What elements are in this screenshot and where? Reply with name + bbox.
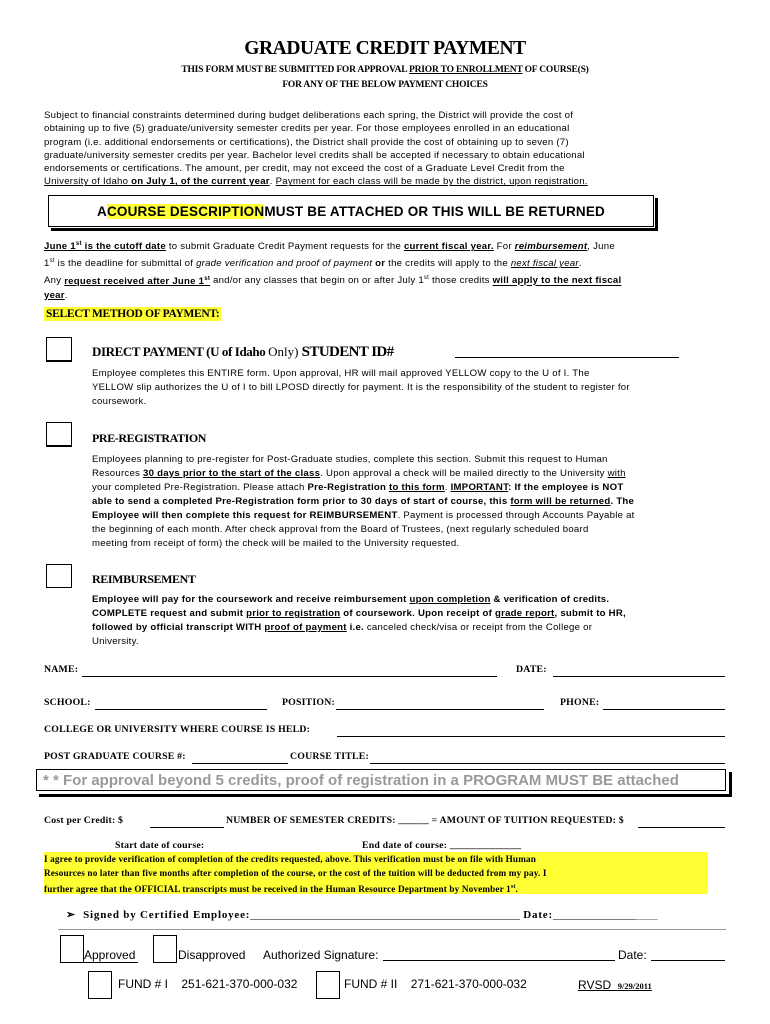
rvsd-label: RVSD (578, 978, 612, 992)
approved-label: Approved (84, 948, 136, 962)
deadline-text: For (493, 241, 515, 253)
prereg-line: meeting from receipt of form) the check will be mailed to the University requested. (92, 538, 460, 549)
agree-line: Resources no later than five months after completion of the course, or the cost of the tuition will be deducted from my pay. I (44, 868, 547, 878)
direct-line: Employee completes this ENTIRE form. Upon approval, HR will mail approved YELLOW copy to the U of I. The (92, 368, 590, 379)
deadline-text: 1 (44, 258, 50, 270)
name-row (44, 664, 78, 675)
prereg-bold: Pre-Registration (307, 482, 390, 493)
subtitle-line-2: FOR ANY OF THE BELOW PAYMENT CHOICES (282, 80, 488, 90)
reimb-text: Employee will pay for the coursework and receive reimbursement (92, 594, 410, 605)
signed-date-label: Date: (519, 909, 553, 921)
intro-line: endorsements or certifications. The amount, per credit, may not exceed the cost of a Graduate Level Credit from the (44, 163, 565, 175)
agree-text: . (515, 884, 518, 895)
prereg-text: Resources (92, 468, 144, 479)
school-row (44, 697, 91, 708)
to-this-form: to this form (389, 482, 445, 493)
reimbursement-word: reimbursement (514, 241, 588, 253)
postgrad-row (44, 751, 186, 762)
pre-registration-heading: PRE-REGISTRATION (92, 431, 207, 445)
date-tail: ____ (635, 909, 658, 921)
deadline-text: Any (44, 275, 65, 287)
intro-line: program (i.e. additional endorsements or certifications), the District shall provide the cost of obtaining up to seven (7) (44, 136, 569, 148)
apply-next-fiscal: will apply to the next fiscal (492, 275, 622, 287)
tuition-field[interactable] (638, 817, 725, 828)
fund-1-label: FUND # I (118, 977, 169, 991)
with-word: with (607, 468, 626, 479)
intro-line (44, 175, 734, 188)
direct-payment-heading (92, 344, 394, 361)
agreement-text (44, 852, 734, 896)
intro-line: Subject to financial constraints determined during budget deliberations each spring, the District will provide the cost of (44, 110, 574, 121)
deadline-text: and/or any classes that begin on or after July 1 (210, 275, 424, 287)
credits-label: NUMBER OF SEMESTER CREDITS: (226, 815, 399, 826)
reimb-line: University. (92, 636, 139, 647)
subtitle-text: THIS FORM MUST BE SUBMITTED FOR APPROVAL (181, 65, 410, 75)
phone-label: PHONE: (560, 697, 600, 708)
student-id-field[interactable] (455, 347, 679, 358)
intro-line: graduate/university semester credits per year. Bachelor level credits shall be accepted if necessary to obtain educational (44, 149, 585, 161)
prereg-line (92, 467, 732, 481)
school-field[interactable] (95, 699, 267, 710)
upon-completion: upon completion (409, 594, 491, 605)
reimb-line (92, 621, 732, 635)
divider (58, 929, 726, 930)
fund-2-label: FUND # II (344, 977, 398, 991)
tuition-label: = AMOUNT OF TUITION REQUESTED: $ (428, 815, 624, 826)
current-fiscal-year: current fiscal year. (403, 241, 494, 253)
signature-field[interactable]: _________________________________________________ (250, 909, 520, 921)
reimb-bold: followed by official transcript WITH (92, 622, 265, 633)
deadline-text: . (64, 289, 68, 301)
phone-field[interactable] (603, 699, 725, 710)
course-title-field[interactable] (370, 753, 725, 764)
reimb-text: canceled check/visa or receipt from the College or (363, 622, 593, 633)
reimbursement-checkbox[interactable] (46, 564, 72, 588)
fund-1-number: 251-621-370-000-032 (181, 977, 298, 991)
direct-heading-a: DIRECT PAYMENT (U of Idaho (92, 344, 269, 359)
prereg-bold: Employee will then complete this request for REIMBURSEMENT (92, 510, 398, 521)
direct-payment-checkbox[interactable] (46, 337, 72, 362)
deadline-text: . (578, 258, 582, 270)
deadline-text: the credits will apply to the (385, 258, 511, 270)
prereg-bold: : If the employee is NOT (508, 482, 624, 493)
course-description-banner (48, 195, 654, 227)
thirty-days: 30 days prior to the start of the class (143, 468, 321, 479)
direct-payment-text (92, 367, 732, 409)
reimbursement-heading: REIMBURSEMENT (92, 572, 196, 586)
credits-warning-box: * * For approval beyond 5 credits, proof of registration in a PROGRAM MUST BE attached (36, 769, 726, 791)
proof-of-payment: proof of payment (264, 622, 347, 633)
intro-payment: Payment for each class will be made by the district, upon registration. (275, 176, 588, 188)
prereg-bold: . The (610, 496, 635, 507)
end-date-label: End date of course: (362, 840, 448, 851)
school-label: SCHOOL: (44, 697, 91, 708)
reimb-text: of coursework. Upon receipt of (340, 608, 495, 619)
college-row (44, 724, 310, 735)
approved-checkbox[interactable] (60, 935, 84, 963)
name-label: NAME: (44, 664, 79, 675)
disapproved-checkbox[interactable] (153, 935, 177, 963)
authorized-signature-label: Authorized Signature: (263, 948, 379, 962)
prereg-line (92, 495, 732, 509)
prereg-line (92, 509, 732, 523)
intro-paragraph (44, 109, 734, 189)
date-label: DATE: (516, 664, 547, 675)
prereg-bold: able to send a completed Pre-Registration form prior to 30 days of start of course, this (92, 496, 511, 507)
cutoff-june: June 1 (44, 241, 76, 253)
name-field[interactable] (82, 666, 497, 677)
sup: st (75, 241, 82, 247)
year-word: year (44, 289, 65, 301)
direct-line: YELLOW slip authorizes the U of I to bill LPOSD directly for payment. It is the responsibility of the student to register for (92, 382, 630, 393)
approved-underline (60, 962, 138, 963)
banner-highlight: COURSE DESCRIPTION (106, 203, 265, 219)
fund-1-checkbox[interactable] (88, 971, 112, 999)
request-received-text: request received after June 1 (64, 275, 205, 287)
intro-university: University of Idaho (44, 176, 129, 188)
course-title-label: COURSE TITLE: (290, 751, 369, 762)
intro-line: obtaining up to five (5) graduate/university semester credits per year. For those employees enrolled in an educational (44, 123, 570, 135)
grade-report: grade report (494, 608, 555, 619)
deadline-line-1 (44, 237, 734, 254)
prereg-text: . Payment is processed through Accounts Payable at (397, 510, 635, 521)
banner-text-c: MUST BE ATTACHED OR THIS WILL BE RETURNED (264, 203, 606, 219)
deadline-text: to submit Graduate Credit Payment requests for the (165, 241, 404, 253)
reimb-line (92, 607, 732, 621)
deadline-text: those credits (429, 275, 493, 287)
pre-registration-text (92, 453, 732, 551)
intro-date: on July 1, of the current year (128, 176, 270, 188)
cutoff-text: is the cutoff date (81, 241, 166, 253)
position-field[interactable] (336, 699, 544, 710)
sup: st (510, 884, 516, 890)
start-date-label: Start date of course: (115, 840, 205, 851)
fund-2-number: 271-621-370-000-032 (410, 977, 527, 991)
direct-line: coursework. (92, 396, 147, 407)
prereg-text: your completed Pre-Registration. Please attach (92, 482, 308, 493)
prereg-text: . (444, 482, 451, 493)
rvsd-date: 9/29/2011 (617, 981, 652, 991)
reimb-text: COMPLETE request and submit (92, 608, 247, 619)
reimbursement-text (92, 593, 732, 649)
banner-text-a: A (96, 203, 107, 219)
credits-row (226, 815, 624, 826)
agree-text: further agree that the OFFICIAL transcripts must be received in the Human Resource Department by November 1 (44, 884, 511, 895)
approval-date-field[interactable] (651, 950, 725, 961)
college-field[interactable] (337, 726, 725, 737)
sup: st (49, 258, 55, 265)
fund-2-row (344, 977, 527, 991)
deadline-line-4 (44, 289, 734, 303)
reimb-bold: i.e. (346, 622, 364, 633)
disapproved-label: Disapproved (178, 948, 246, 962)
intro-sep: . (269, 176, 276, 188)
request-received (64, 276, 210, 287)
prior-to-registration: prior to registration (246, 608, 341, 619)
credits-field[interactable]: ______ (398, 815, 429, 826)
subtitle-text-end: OF COURSE(S) (522, 65, 589, 75)
pre-registration-checkbox[interactable] (46, 422, 72, 447)
student-id-label: STUDENT ID# (298, 344, 394, 360)
next-fiscal-year: next fiscal year (510, 258, 579, 270)
signed-date-field[interactable]: _______________ (552, 909, 636, 921)
fund-2-checkbox[interactable] (316, 971, 340, 999)
end-date-field[interactable]: ______________ (449, 840, 522, 851)
reimb-text: , submit to HR, (554, 608, 626, 619)
subtitle-underlined: PRIOR TO ENROLLMENT (409, 65, 523, 75)
phone-row (560, 697, 599, 708)
reimb-text: & verification of credits. (490, 594, 610, 605)
subtitle-line-1 (0, 65, 770, 75)
agree-line (44, 880, 734, 896)
sup: st (423, 275, 430, 282)
date-row (516, 664, 547, 675)
important-word: IMPORTANT (450, 482, 509, 493)
reimb-line (92, 593, 732, 607)
deadline-line-3 (44, 271, 734, 288)
deadline-text: , June (587, 241, 615, 253)
page-title: GRADUATE CREDIT PAYMENT (244, 38, 526, 59)
college-label: COLLEGE OR UNIVERSITY WHERE COURSE IS HELD: (44, 724, 311, 735)
signed-label: Signed by Certified Employee: (83, 909, 251, 921)
cost-row (44, 815, 123, 826)
prereg-line: Employees planning to pre-register for Post-Graduate studies, complete this section. Submit this request to Human (92, 454, 608, 465)
postgrad-course-field[interactable] (192, 753, 288, 764)
course-title-row (290, 751, 369, 762)
deadline-line-2 (44, 254, 734, 271)
prereg-line: the beginning of each month. After check approval from the Board of Trustees, (next regularly scheduled board (92, 524, 589, 535)
prereg-line (92, 481, 732, 495)
date-field[interactable] (553, 666, 725, 677)
position-row (282, 697, 335, 708)
grade-verification: grade verification and proof of payment (196, 258, 373, 270)
deadline-text: is the deadline for submittal of (54, 258, 197, 270)
revision-stamp (578, 978, 652, 992)
position-label: POSITION: (282, 697, 335, 708)
fund-1-row (118, 977, 297, 991)
select-method-heading: SELECT METHOD OF PAYMENT: (46, 308, 220, 320)
direct-heading-b: Only) (268, 344, 299, 359)
authorized-signature-field[interactable] (383, 950, 615, 961)
postgrad-label: POST GRADUATE COURSE #: (44, 751, 186, 762)
sup: st (204, 275, 211, 282)
start-date-row (115, 840, 204, 851)
arrow-icon: ➢ (66, 909, 77, 921)
cutoff-date (44, 241, 166, 252)
agree-line: I agree to provide verification of completion of the credits requested, above. This verification must be on file with Human (44, 854, 536, 864)
prereg-text: . Upon approval a check will be mailed directly to the University (320, 468, 608, 479)
cost-per-credit-label: Cost per Credit: $ (44, 815, 124, 826)
deadline-or: or (372, 258, 386, 270)
deadline-paragraph (44, 237, 734, 303)
signed-row (66, 908, 657, 921)
end-date-row (362, 840, 521, 851)
form-returned: form will be returned (510, 496, 611, 507)
approval-date-label: Date: (618, 948, 647, 962)
cost-per-credit-field[interactable] (150, 817, 224, 828)
